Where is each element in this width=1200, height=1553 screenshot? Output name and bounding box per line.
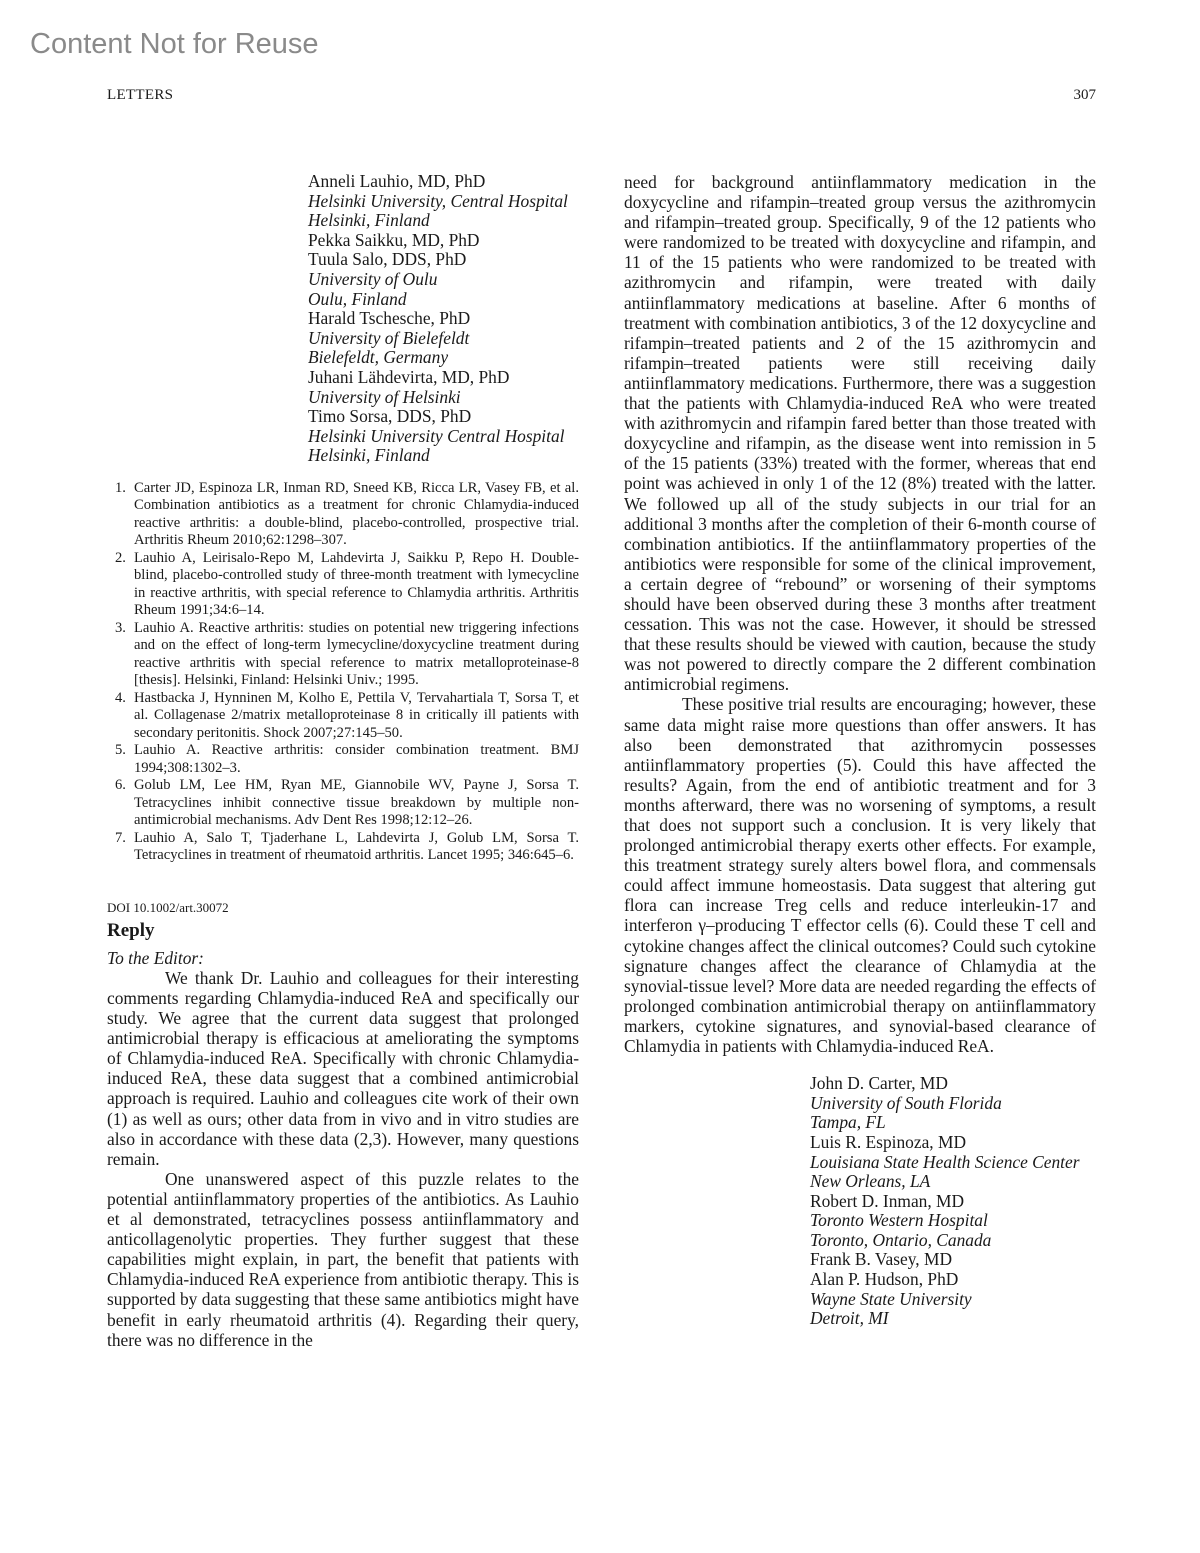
signatory-affiliation: Bielefeldt, Germany [308,347,449,368]
reference-item [107,690,579,743]
page-number: 307 [1073,87,1096,103]
reference-item [107,742,579,777]
running-head: LETTERS [107,87,174,103]
reference-number: 7. [115,829,126,846]
doi: DOI 10.1002/art.30072 [107,899,229,915]
signatory-affiliation: Wayne State University [810,1288,972,1309]
reply-body-left [107,968,579,1350]
signatory-name: John D. Carter, MD [810,1073,948,1094]
reference-number: 2. [115,549,126,566]
signatory-name: Frank B. Vasey, MD [810,1249,953,1270]
signatory-name: Pekka Saikku, MD, PhD [308,229,480,250]
reference-text: Lauhio A, Salo T, Tjaderhane L, Lahdevirta J, Golub LM, Sorsa T. Tetracyclines in treatment of rheumatoid arthritis. Lancet 1995; 346:645–6. [134,829,579,864]
body-paragraph: One unanswered aspect of this puzzle relates to the potential antiinflammatory properties of the antibiotics. As Lauhio et al demonstrated, tetracyclines possess antiinflammatory and anticollagenolytic properties. They further suggest that these capabilities might explain, in part, the benefit that patients with Chlamydia-induced ReA experience from antibiotic therapy. This is supported by data suggesting that these same antibiotics might have benefit in early rheumatoid arthritis (4). Regarding their query, there was no difference in the [107,1168,579,1350]
reference-number: 4. [115,689,126,706]
reply-body-right [624,172,1096,1056]
signatory-name: Luis R. Espinoza, MD [810,1131,967,1152]
reference-number: 6. [115,777,126,794]
signatory-name: Anneli Lauhio, MD, PhD [308,171,486,191]
signatory-affiliation: New Orleans, LA [810,1171,931,1192]
signatory-affiliation: Toronto Western Hospital [810,1210,988,1231]
right-column [624,172,1096,1329]
reference-list [107,480,579,865]
signatory-affiliation: Helsinki, Finland [308,445,430,466]
reference-item [107,480,579,550]
signatory-affiliation: University of Oulu [308,268,438,289]
reference-text: Hastbacka J, Hynninen M, Kolho E, Pettila V, Tervahartiala T, Sorsa T, et al. Collagenase 2/matrix metalloproteinase 8 in critically ill patients with secondary peritonitis. Shock 2007;27:145–50. [134,689,579,741]
left-column [107,172,579,1350]
signatory-affiliation: Louisiana State Health Science Center [810,1151,1080,1172]
signatory-affiliation: Toronto, Ontario, Canada [810,1229,992,1250]
reference-number: 1. [115,479,126,496]
signatory-name: Harald Tschesche, PhD [308,308,471,329]
letter-signature [308,172,579,466]
body-paragraph: These positive trial results are encouraging; however, these same data might raise more questions than offer answers. It has also been demonstrated that azithromycin possesses antiinflammatory properties (5). Could this have affected the results? Again, from the end of antibiotic treatment and for 3 months afterward, there was no worsening of symptoms, a result that does not support such a conclusion. It is very likely that prolonged antimicrobial therapy exerts other effects. For example, this treatment strategy surely alters bowel flora, and commensals could affect immune homeostasis. Data suggest that altering gut flora can increase Treg cells and reduce interleukin-17 and interferon γ–producing T effector cells (6). Could these T cell and cytokine changes affect the clinical outcomes? Could such cytokine signature changes affect the clearance of Chlamydia at the synovial-tissue level? More data are needed regarding the effects of prolonged combination antimicrobial therapy on antiinflammatory markers, cytokine signatures, and synovial-based clearance of Chlamydia in patients with Chlamydia-induced ReA. [624,694,1096,1057]
body-paragraph: We thank Dr. Lauhio and colleagues for their interesting comments regarding Chlamydia-induced ReA and specifically our study. We agree that the current data suggest that prolonged antimicrobial therapy is efficacious at ameliorating the symptoms of Chlamydia-induced ReA. Specifically with chronic Chlamydia-induced ReA, these data suggest that a combined antimicrobial approach is required. Lauhio and colleagues cite work of their own (1) as well as ours; other data from in vivo and in vitro studies are also in accordance with these data (2,3). However, many questions remain. [107,967,579,1169]
signatory-affiliation: Detroit, MI [810,1308,889,1329]
signatory-affiliation: University of Helsinki [308,386,461,407]
reference-item [107,830,579,865]
reference-item [107,550,579,620]
signatory-affiliation: Helsinki University, Central Hospital [308,190,568,211]
signatory-name: Timo Sorsa, DDS, PhD [308,406,472,427]
reference-text: Lauhio A. Reactive arthritis: consider combination treatment. BMJ 1994;308:1302–3. [134,742,579,776]
signatory-name: Robert D. Inman, MD [810,1190,965,1211]
reference-text: Golub LM, Lee HM, Ryan ME, Giannobile WV, Payne J, Sorsa T. Tetracyclines inhibit connective tissue breakdown by multiple non-antimicrobial mechanisms. Adv Dent Res 1998;12:12–26. [134,777,579,829]
signatory-affiliation: Helsinki University Central Hospital [308,425,565,446]
reference-item [107,777,579,830]
signatory-affiliation: University of Bielefeldt [308,327,470,348]
signatory-affiliation: Tampa, FL [810,1112,886,1133]
reference-item [107,620,579,690]
signatory-affiliation: Helsinki, Finland [308,210,430,231]
reply-heading: Reply [107,919,155,941]
reference-number: 3. [115,619,126,636]
watermark: Content Not for Reuse [30,28,319,60]
reference-text: Lauhio A. Reactive arthritis: studies on potential new triggering infections and on the effect of long-term lymecycline/doxycycline treatment during reactive arthritis with special reference to matrix metalloproteinase-8 [thesis]. Helsinki, Finland: Helsinki Univ.; 1995. [134,619,579,689]
signatory-name: Juhani Lähdevirta, MD, PhD [308,366,510,387]
reference-text: Carter JD, Espinoza LR, Inman RD, Sneed KB, Ricca LR, Vasey FB, et al. Combination antibiotics as a treatment for chronic Chlamydia-induced reactive arthritis: a double-blind, placebo-controlled, prospective trial. Arthritis Rheum 2010;62:1298–307. [134,479,579,549]
signatory-name: Tuula Salo, DDS, PhD [308,249,467,270]
reference-text: Lauhio A, Leirisalo-Repo M, Lahdevirta J, Saikku P, Repo H. Double-blind, placebo-controlled study of three-month treatment with lymecycline in reactive arthritis, with special reference to Chlamydia arthritis. Arthritis Rheum 1991;34:6–14. [134,549,579,619]
signatory-name: Alan P. Hudson, PhD [810,1269,959,1290]
body-paragraph: need for background antiinflammatory medication in the doxycycline and rifampin–treated group versus the azithromycin and rifampin–treated group. Specifically, 9 of the 12 patients who were randomized to be treated with doxycycline and rifampin, and 11 of the 15 patients who were randomized to be treated with azithromycin and rifampin, were treated with daily antiinflammatory medications at baseline. After 6 months of treatment with combination antibiotics, 3 of the 12 doxycycline and rifampin–treated patients and 2 of the 15 azithromycin and rifampin–treated patients were still receiving daily antiinflammatory medications. Furthermore, there was a suggestion that the patients with Chlamydia-induced ReA who were treated with azithromycin and rifampin fared better than those treated with doxycycline and rifampin, as the disease went into remission in 5 of the 15 patients (33%) treated with the former, whereas that end point was achieved in only 1 of the 12 (8%) treated with the latter. We followed up all of the study subjects in our trial for an additional 3 months after the completion of their 6-month course of combination antibiotics. If the antiinflammatory properties of the antibiotics were responsible for some of the clinical improvement, a certain degree of “rebound” or worsening of their symptoms should have been observed during these 3 months after treatment cessation. This was not the case. However, it should be stressed that these results should be viewed with caution, because the study was not powered to directly compare the 2 different combination antimicrobial regimens. [624,172,1096,695]
salutation: To the Editor: [107,947,204,968]
reference-number: 5. [115,742,126,759]
reply-signature [810,1074,1096,1329]
signatory-affiliation: University of South Florida [810,1092,1002,1113]
signatory-affiliation: Oulu, Finland [308,288,407,309]
